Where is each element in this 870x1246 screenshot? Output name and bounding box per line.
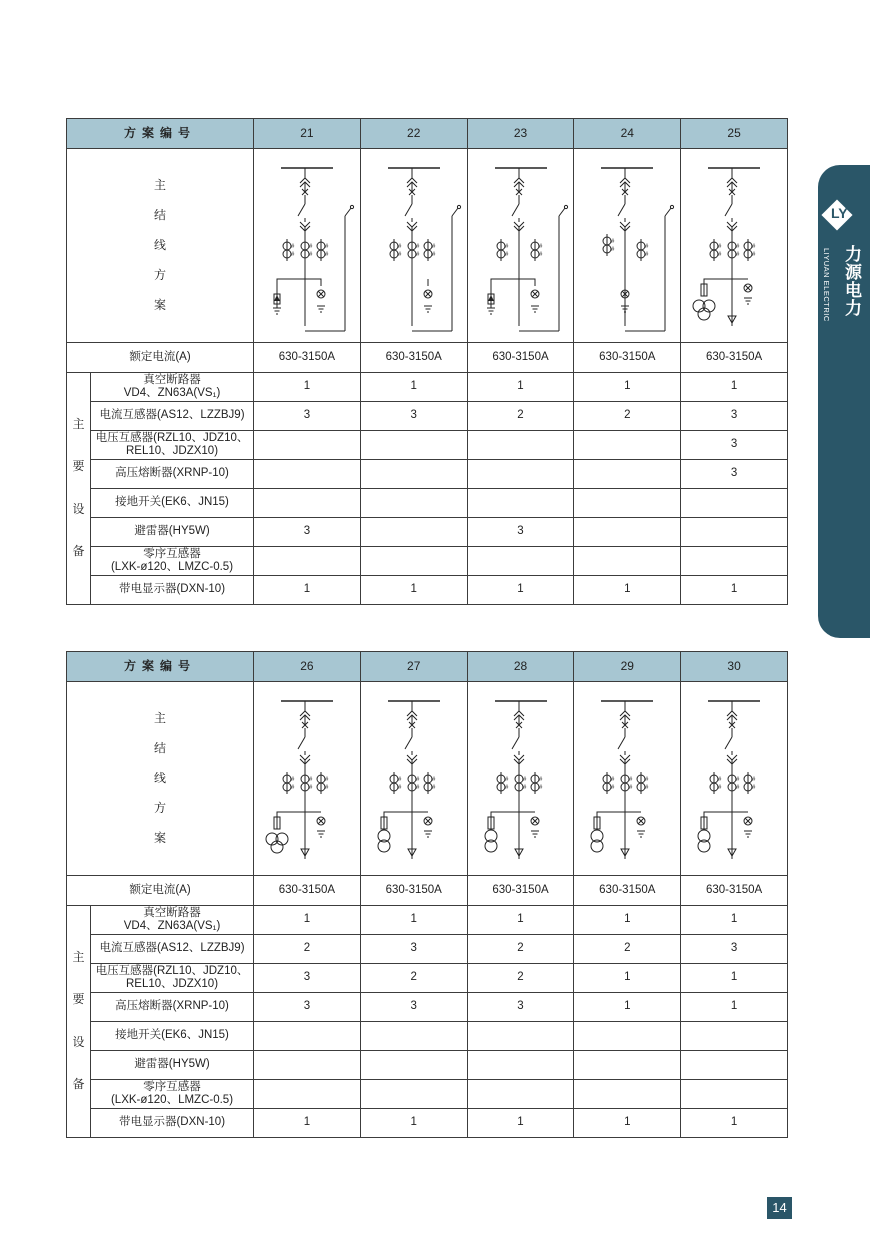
equipment-qty xyxy=(574,518,681,547)
scheme-number: 30 xyxy=(681,652,788,682)
circuit-diagram xyxy=(360,149,467,343)
equipment-name-line1: 零序互感器 xyxy=(143,547,201,560)
svg-text:#: # xyxy=(522,776,526,783)
svg-text:#: # xyxy=(504,784,508,791)
equipment-qty: 1 xyxy=(467,1109,574,1138)
circuit-diagram xyxy=(254,149,361,343)
rated-current-value: 630-3150A xyxy=(467,343,574,373)
brand-name-cn: 力源电力 xyxy=(842,245,861,317)
equipment-qty xyxy=(574,1080,681,1109)
svg-text:#: # xyxy=(718,251,722,258)
equipment-qty: 2 xyxy=(254,935,361,964)
svg-text:#: # xyxy=(415,243,420,250)
equipment-qty xyxy=(360,1051,467,1080)
diagram-label-char: 结 xyxy=(154,207,167,222)
equipment-name-line1: 电压互感器(RZL10、JDZ10、 xyxy=(95,964,249,977)
diagram-label-char: 方 xyxy=(154,800,167,815)
equipment-name xyxy=(91,964,254,993)
svg-text:#: # xyxy=(504,243,508,250)
equipment-qty xyxy=(360,1022,467,1051)
svg-text:#: # xyxy=(290,251,295,258)
svg-text:#: # xyxy=(308,243,313,250)
equipment-name xyxy=(91,1051,254,1080)
scheme-table-2 xyxy=(66,651,788,1138)
svg-text:#: # xyxy=(736,251,740,258)
equipment-name-line1: 避雷器(HY5W) xyxy=(134,1058,210,1071)
svg-text:#: # xyxy=(290,243,295,250)
equipment-qty xyxy=(254,431,361,460)
circuit-diagram-icon xyxy=(577,689,677,869)
equipment-qty: 1 xyxy=(254,373,361,402)
scheme-number-label: 方案编号 xyxy=(67,652,254,682)
equipment-qty: 1 xyxy=(574,906,681,935)
equipment-qty: 1 xyxy=(574,1109,681,1138)
page-number: 14 xyxy=(767,1197,792,1219)
equipment-qty: 2 xyxy=(467,964,574,993)
svg-text:#: # xyxy=(611,776,615,783)
scheme-number: 23 xyxy=(467,119,574,149)
svg-text:#: # xyxy=(431,776,436,783)
brand-name-en: LIYUAN ELECTRIC xyxy=(822,248,831,322)
rated-current-label: 额定电流(A) xyxy=(67,876,254,906)
svg-text:#: # xyxy=(397,251,402,258)
group-label-char: 要 xyxy=(72,459,85,474)
equipment-qty: 1 xyxy=(467,373,574,402)
equipment-qty xyxy=(574,1022,681,1051)
equipment-name-line2: (LXK-ø120、LMZC-0.5) xyxy=(110,561,234,573)
equipment-name xyxy=(91,993,254,1022)
equipment-qty xyxy=(681,547,788,576)
equipment-qty xyxy=(254,1080,361,1109)
svg-text:#: # xyxy=(504,251,508,258)
equipment-qty: 2 xyxy=(360,964,467,993)
equipment-qty: 1 xyxy=(254,906,361,935)
diagram-label-char: 方 xyxy=(154,267,167,282)
svg-text:#: # xyxy=(538,776,542,783)
scheme-number-label: 方案编号 xyxy=(67,119,254,149)
circuit-diagram-icon xyxy=(364,689,464,869)
equipment-name-line1: 电压互感器(RZL10、JDZ10、 xyxy=(95,431,249,444)
equipment-name-line1: 避雷器(HY5W) xyxy=(134,525,210,538)
diagram-label-char: 线 xyxy=(154,770,167,785)
rated-current-value: 630-3150A xyxy=(360,343,467,373)
circuit-diagram-icon xyxy=(257,689,357,869)
equipment-qty: 3 xyxy=(360,402,467,431)
equipment-qty xyxy=(574,547,681,576)
svg-text:#: # xyxy=(397,784,402,791)
group-label-char: 设 xyxy=(72,501,85,516)
equipment-qty: 1 xyxy=(574,373,681,402)
equipment-qty: 1 xyxy=(360,373,467,402)
equipment-qty xyxy=(360,460,467,489)
svg-text:#: # xyxy=(431,251,436,258)
equipment-name-line1: 电流互感器(AS12、LZZBJ9) xyxy=(99,409,245,422)
equipment-qty: 2 xyxy=(467,935,574,964)
svg-text:#: # xyxy=(504,776,508,783)
equipment-qty xyxy=(254,460,361,489)
equipment-qty xyxy=(467,431,574,460)
equipment-qty: 3 xyxy=(360,935,467,964)
svg-text:#: # xyxy=(645,776,649,783)
equipment-qty: 2 xyxy=(467,402,574,431)
svg-text:#: # xyxy=(629,776,633,783)
equipment-qty xyxy=(467,1051,574,1080)
svg-text:#: # xyxy=(431,243,436,250)
equipment-qty xyxy=(254,489,361,518)
equipment-name xyxy=(91,1022,254,1051)
diagram-label-char: 主 xyxy=(154,710,167,725)
circuit-diagram-icon xyxy=(364,156,464,336)
rated-current-value: 630-3150A xyxy=(681,343,788,373)
circuit-diagram xyxy=(254,682,361,876)
circuit-diagram-icon xyxy=(684,689,784,869)
svg-text:#: # xyxy=(522,784,526,791)
equipment-qty: 3 xyxy=(254,964,361,993)
group-label-char: 要 xyxy=(72,992,85,1007)
equipment-qty: 1 xyxy=(360,906,467,935)
side-tab xyxy=(818,165,870,638)
svg-text:#: # xyxy=(290,776,295,783)
equipment-qty xyxy=(467,1080,574,1109)
group-label-char: 备 xyxy=(72,544,85,559)
equipment-qty xyxy=(467,460,574,489)
equipment-name-line1: 零序互感器 xyxy=(143,1080,201,1093)
svg-text:#: # xyxy=(415,251,420,258)
equipment-qty xyxy=(681,1080,788,1109)
equipment-qty: 1 xyxy=(360,576,467,605)
equipment-qty: 1 xyxy=(254,1109,361,1138)
diagram-label-char: 线 xyxy=(154,237,167,252)
svg-text:#: # xyxy=(538,784,542,791)
logo-letter: LY xyxy=(831,205,848,221)
circuit-diagram xyxy=(681,682,788,876)
svg-text:#: # xyxy=(736,776,740,783)
rated-current-value: 630-3150A xyxy=(254,343,361,373)
equipment-qty xyxy=(254,1051,361,1080)
equipment-name xyxy=(91,489,254,518)
svg-text:#: # xyxy=(611,246,615,253)
equipment-qty: 1 xyxy=(681,576,788,605)
equipment-name xyxy=(91,373,254,402)
equipment-qty: 1 xyxy=(681,906,788,935)
equipment-name-line1: 高压熔断器(XRNP-10) xyxy=(115,467,229,480)
equipment-qty xyxy=(574,489,681,518)
group-label-char: 主 xyxy=(72,949,85,964)
equipment-qty: 3 xyxy=(681,460,788,489)
equipment-name-line2: REL10、JDZX10) xyxy=(125,978,219,990)
rated-current-value: 630-3150A xyxy=(681,876,788,906)
svg-text:#: # xyxy=(308,784,313,791)
equipment-qty xyxy=(574,431,681,460)
group-label-char: 设 xyxy=(72,1034,85,1049)
equipment-qty: 3 xyxy=(254,993,361,1022)
equipment-qty: 1 xyxy=(681,373,788,402)
rated-current-value: 630-3150A xyxy=(360,876,467,906)
circuit-diagram-icon xyxy=(684,156,784,336)
circuit-diagram xyxy=(360,682,467,876)
scheme-number: 28 xyxy=(467,652,574,682)
svg-text:#: # xyxy=(645,243,649,250)
diagram-label-char: 案 xyxy=(154,297,167,312)
equipment-name-line2: VD4、ZN63A(VS₁) xyxy=(123,387,221,399)
equipment-name xyxy=(91,431,254,460)
svg-text:#: # xyxy=(645,784,649,791)
equipment-qty: 1 xyxy=(681,1109,788,1138)
svg-text:#: # xyxy=(324,776,329,783)
rated-current-value: 630-3150A xyxy=(467,876,574,906)
equipment-qty: 1 xyxy=(467,576,574,605)
svg-text:#: # xyxy=(538,243,542,250)
equipment-qty xyxy=(574,1051,681,1080)
circuit-diagram xyxy=(467,149,574,343)
svg-text:#: # xyxy=(308,251,313,258)
scheme-number: 25 xyxy=(681,119,788,149)
equipment-name xyxy=(91,1080,254,1109)
scheme-number: 27 xyxy=(360,652,467,682)
equipment-qty: 3 xyxy=(467,993,574,1022)
equipment-qty: 1 xyxy=(681,964,788,993)
scheme-number: 24 xyxy=(574,119,681,149)
svg-text:#: # xyxy=(611,238,615,245)
equipment-qty xyxy=(360,1080,467,1109)
group-label-char: 备 xyxy=(72,1077,85,1092)
rated-current-value: 630-3150A xyxy=(574,876,681,906)
svg-text:#: # xyxy=(415,776,420,783)
svg-text:#: # xyxy=(308,776,313,783)
equipment-qty: 2 xyxy=(574,402,681,431)
equipment-name-line2: VD4、ZN63A(VS₁) xyxy=(123,920,221,932)
equipment-qty xyxy=(360,518,467,547)
circuit-diagram xyxy=(574,682,681,876)
equipment-name-line1: 接地开关(EK6、JN15) xyxy=(115,496,229,509)
diagram-label-char: 案 xyxy=(154,830,167,845)
circuit-diagram xyxy=(467,682,574,876)
equipment-name xyxy=(91,935,254,964)
equipment-name xyxy=(91,547,254,576)
equipment-qty: 3 xyxy=(360,993,467,1022)
equipment-qty: 3 xyxy=(467,518,574,547)
equipment-name xyxy=(91,402,254,431)
svg-text:#: # xyxy=(397,243,402,250)
scheme-number: 21 xyxy=(254,119,361,149)
equipment-qty: 1 xyxy=(360,1109,467,1138)
svg-text:#: # xyxy=(629,784,633,791)
equipment-name-line1: 真空断路器 xyxy=(143,906,201,919)
equipment-qty xyxy=(360,489,467,518)
equipment-qty xyxy=(681,489,788,518)
equipment-name-line1: 真空断路器 xyxy=(143,373,201,386)
diagram-label xyxy=(67,149,254,343)
equipment-qty xyxy=(681,1051,788,1080)
circuit-diagram xyxy=(574,149,681,343)
svg-text:#: # xyxy=(752,243,756,250)
equipment-qty xyxy=(467,547,574,576)
equipment-qty: 1 xyxy=(574,964,681,993)
equipment-qty xyxy=(467,1022,574,1051)
svg-text:#: # xyxy=(415,784,420,791)
svg-text:#: # xyxy=(324,784,329,791)
equipment-qty: 3 xyxy=(681,402,788,431)
equipment-name-line1: 带电显示器(DXN-10) xyxy=(118,1116,226,1129)
equipment-name xyxy=(91,518,254,547)
rated-current-value: 630-3150A xyxy=(574,343,681,373)
circuit-diagram-icon xyxy=(577,156,677,336)
circuit-diagram xyxy=(681,149,788,343)
equipment-name xyxy=(91,906,254,935)
scheme-number: 26 xyxy=(254,652,361,682)
diagram-label xyxy=(67,682,254,876)
svg-text:#: # xyxy=(324,243,329,250)
svg-text:#: # xyxy=(752,251,756,258)
svg-text:#: # xyxy=(645,251,649,258)
equipment-name-line1: 高压熔断器(XRNP-10) xyxy=(115,1000,229,1013)
equipment-name-line2: REL10、JDZX10) xyxy=(125,445,219,457)
equipment-qty: 3 xyxy=(681,935,788,964)
equipment-name xyxy=(91,1109,254,1138)
equipment-name-line1: 接地开关(EK6、JN15) xyxy=(115,1029,229,1042)
equipment-name-line2: (LXK-ø120、LMZC-0.5) xyxy=(110,1094,234,1106)
svg-text:#: # xyxy=(718,243,722,250)
equipment-qty xyxy=(360,431,467,460)
circuit-diagram-icon xyxy=(471,689,571,869)
scheme-number: 22 xyxy=(360,119,467,149)
equipment-qty xyxy=(574,460,681,489)
equipment-qty: 2 xyxy=(574,935,681,964)
equipment-name-line1: 带电显示器(DXN-10) xyxy=(118,583,226,596)
equipment-qty xyxy=(254,547,361,576)
equipment-qty: 1 xyxy=(467,906,574,935)
svg-text:#: # xyxy=(431,784,436,791)
scheme-number: 29 xyxy=(574,652,681,682)
equipment-qty: 1 xyxy=(574,576,681,605)
svg-text:#: # xyxy=(736,243,740,250)
scheme-table-1 xyxy=(66,118,788,605)
rated-current-label: 额定电流(A) xyxy=(67,343,254,373)
circuit-diagram-icon xyxy=(257,156,357,336)
rated-current-value: 630-3150A xyxy=(254,876,361,906)
equipment-qty: 3 xyxy=(254,518,361,547)
svg-text:#: # xyxy=(324,251,329,258)
equipment-qty: 1 xyxy=(574,993,681,1022)
equipment-qty: 3 xyxy=(681,431,788,460)
svg-text:#: # xyxy=(538,251,542,258)
group-label-char: 主 xyxy=(72,416,85,431)
equipment-qty: 1 xyxy=(681,993,788,1022)
svg-text:#: # xyxy=(752,784,756,791)
equipment-qty xyxy=(681,1022,788,1051)
main-equipment-label xyxy=(67,373,91,605)
diagram-label-char: 主 xyxy=(154,177,167,192)
svg-text:#: # xyxy=(397,776,402,783)
diagram-label-char: 结 xyxy=(154,740,167,755)
equipment-name xyxy=(91,460,254,489)
equipment-qty xyxy=(681,518,788,547)
svg-text:#: # xyxy=(736,784,740,791)
svg-text:#: # xyxy=(290,784,295,791)
equipment-qty xyxy=(254,1022,361,1051)
circuit-diagram-icon xyxy=(471,156,571,336)
svg-text:#: # xyxy=(718,784,722,791)
svg-text:#: # xyxy=(752,776,756,783)
equipment-qty: 3 xyxy=(254,402,361,431)
equipment-qty xyxy=(467,489,574,518)
equipment-name xyxy=(91,576,254,605)
svg-text:#: # xyxy=(718,776,722,783)
equipment-name-line1: 电流互感器(AS12、LZZBJ9) xyxy=(99,942,245,955)
equipment-qty: 1 xyxy=(254,576,361,605)
equipment-qty xyxy=(360,547,467,576)
main-equipment-label xyxy=(67,906,91,1138)
svg-text:#: # xyxy=(611,784,615,791)
